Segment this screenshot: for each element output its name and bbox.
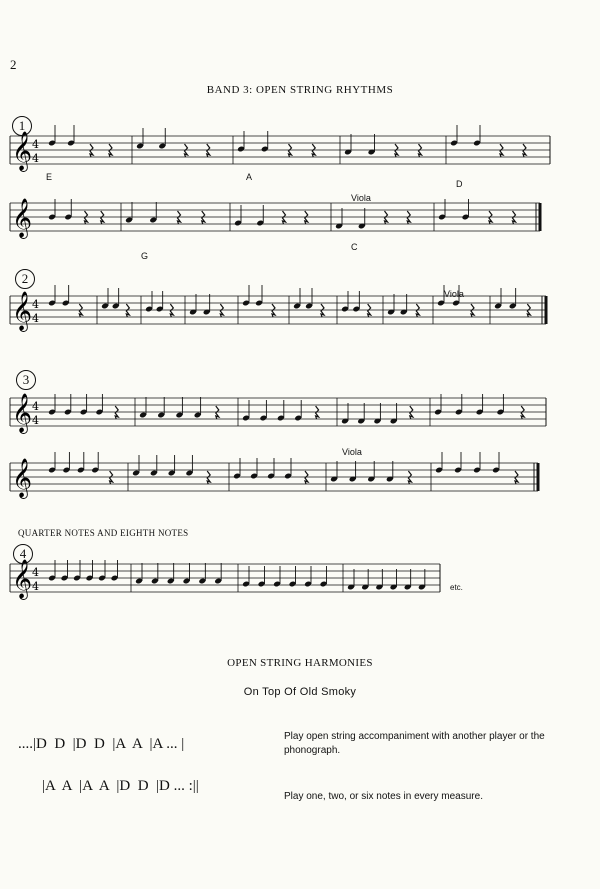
treble-clef-icon: 𝄞 [12, 291, 33, 331]
note-label-d: D [456, 179, 463, 189]
quarter-rest [312, 144, 315, 157]
quarter-rest [272, 304, 275, 317]
quarter-rest [385, 211, 388, 224]
note-label-c: C [351, 242, 358, 252]
quarter-rest [305, 211, 308, 224]
time-signature-top: 4 [32, 298, 39, 311]
quarter-rest [110, 471, 113, 484]
quarter-rest [101, 211, 104, 224]
song-title: On Top Of Old Smoky [243, 686, 357, 698]
quarter-rest [170, 304, 173, 317]
harmonies-heading: OPEN STRING HARMONIES [227, 657, 373, 669]
quarter-rest [515, 471, 518, 484]
quarter-rest [316, 406, 319, 419]
quarter-rest [289, 144, 292, 157]
quarter-rest [523, 144, 526, 157]
quarter-rest [368, 304, 371, 317]
quarter-rest [202, 211, 205, 224]
harmony-row-2: |A A |A A |D D |D ... :|| [42, 778, 199, 794]
note-label-g: G [141, 251, 149, 261]
quarter-rest [395, 144, 398, 157]
time-signature-bottom: 4 [32, 152, 39, 165]
quarter-rest [178, 211, 181, 224]
treble-clef-icon: 𝄞 [12, 131, 33, 171]
quarter-rest [407, 211, 410, 224]
quarter-rest [216, 406, 219, 419]
note-label-e: E [46, 172, 53, 182]
time-signature-top: 4 [32, 566, 39, 579]
quarter-rest [321, 304, 324, 317]
quarter-rest [489, 211, 492, 224]
quarter-rest [220, 304, 223, 317]
exercise-number-4: 4 [13, 544, 33, 564]
quarter-rest [207, 144, 210, 157]
quarter-rest [283, 211, 286, 224]
quarter-rest [513, 211, 516, 224]
time-signature-bottom: 4 [32, 414, 39, 427]
section-quarter-eighth-notes: QUARTER NOTES AND EIGHTH NOTES [18, 528, 189, 538]
quarter-rest [90, 144, 93, 157]
quarter-rest [471, 304, 474, 317]
quarter-rest [85, 211, 88, 224]
quarter-rest [79, 304, 82, 317]
instruction-notes-per-measure: Play one, two, or six notes in every measure. [284, 791, 483, 802]
exercise-number-2: 2 [15, 269, 35, 289]
note-label-a: A [246, 172, 253, 182]
harmony-row-1: ....|D D |D D |A A |A ... | [18, 736, 185, 752]
etc-label: etc. [450, 583, 463, 592]
quarter-rest [185, 144, 188, 157]
treble-clef-icon: 𝄞 [12, 458, 33, 498]
time-signature-bottom: 4 [32, 580, 39, 593]
quarter-rest [419, 144, 422, 157]
treble-clef-icon: 𝄞 [12, 393, 33, 433]
time-signature-bottom: 4 [32, 312, 39, 325]
treble-clef-icon: 𝄞 [12, 198, 33, 238]
quarter-rest [126, 304, 129, 317]
exercise-number-3: 3 [16, 370, 36, 390]
viola-label-1: Viola [351, 193, 371, 203]
quarter-rest [416, 304, 419, 317]
quarter-rest [207, 471, 210, 484]
quarter-rest [109, 144, 112, 157]
page-title: BAND 3: OPEN STRING RHYTHMS [206, 84, 394, 96]
viola-label-2: Viola [444, 289, 464, 299]
time-signature-top: 4 [32, 400, 39, 413]
viola-label-3: Viola [342, 447, 362, 457]
time-signature-top: 4 [32, 138, 39, 151]
page-number: 2 [10, 57, 17, 72]
quarter-rest [500, 144, 503, 157]
exercise-number-1: 1 [12, 116, 32, 136]
treble-clef-icon: 𝄞 [12, 559, 33, 599]
quarter-rest [527, 304, 530, 317]
instruction-accompaniment: Play open string accompaniment with another player or the phonograph. [284, 731, 545, 756]
quarter-rest [305, 471, 308, 484]
quarter-rest [410, 406, 413, 419]
quarter-rest [115, 406, 118, 419]
quarter-rest [521, 406, 524, 419]
quarter-rest [408, 471, 411, 484]
